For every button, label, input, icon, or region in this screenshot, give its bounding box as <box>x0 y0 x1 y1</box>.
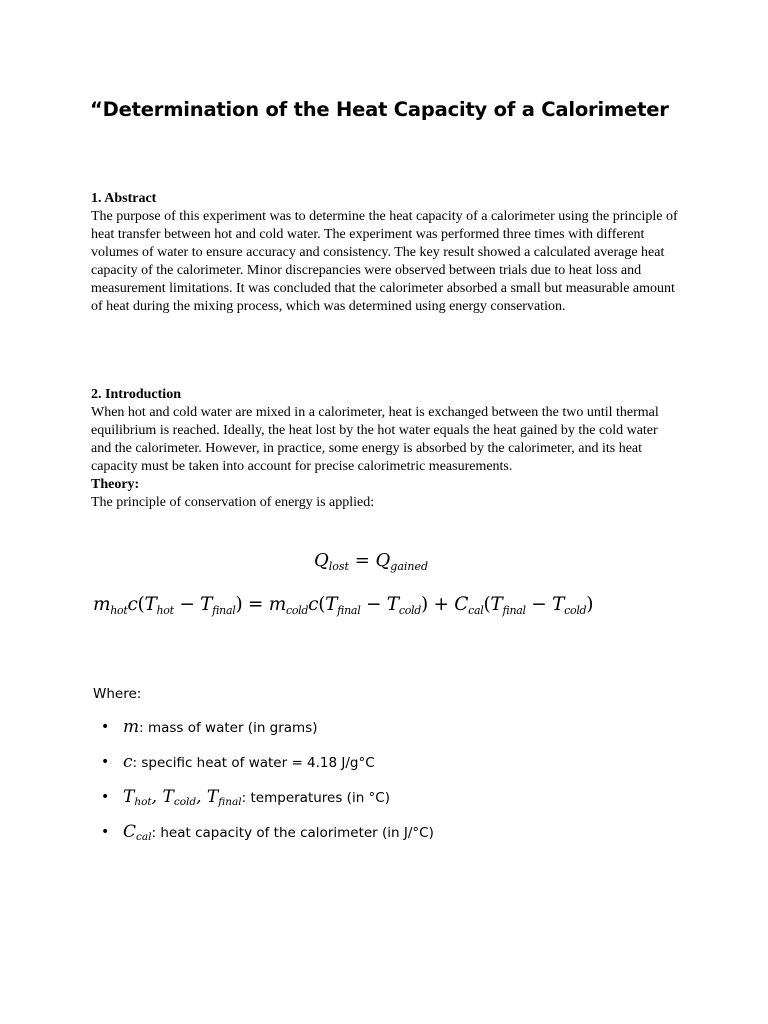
definition-mass <box>93 716 693 751</box>
definition-temperatures <box>93 786 693 821</box>
variable-definitions <box>93 686 693 856</box>
definition-text: : temperatures (in °C) <box>241 790 390 806</box>
definition-text: : heat capacity of the calorimeter (in J/°C) <box>151 825 434 841</box>
calorimetry-equation: $m_{hot}c(T_{hot} - T_{final}) = m_{cold}c(T_{final} - T_{cold}) + C_{cal}(T_{final} - T_{cold})$ <box>93 594 594 617</box>
theory-body: The principle of conservation of energy is applied: <box>91 495 375 510</box>
bullet-icon: • <box>101 789 110 805</box>
definition-heat-capacity <box>93 821 693 856</box>
definition-specific-heat <box>93 751 693 786</box>
bullet-icon: • <box>101 824 110 840</box>
theory-heading: Theory: <box>91 477 140 492</box>
document-title: “Determination of the Heat Capacity of a Calorimeter <box>90 98 669 121</box>
definition-text: : specific heat of water = 4.18 J/g°C <box>132 755 375 771</box>
symbol-mass: m <box>123 717 140 737</box>
abstract-heading: 1. Abstract <box>91 191 157 206</box>
symbol-heat-capacity: $C_{cal}$ <box>123 822 152 843</box>
symbol-temperatures: $T_{hot}$, $T_{cold}$, $T_{final}$ <box>123 787 242 808</box>
energy-balance-equation: $Q_{lost} = Q_{gained}$ <box>314 550 429 573</box>
definition-text: : mass of water (in grams) <box>139 720 318 736</box>
definition-list <box>93 716 693 856</box>
bullet-icon: • <box>101 719 110 735</box>
bullet-icon: • <box>101 754 110 770</box>
where-label: Where: <box>93 686 142 702</box>
introduction-section <box>91 386 681 512</box>
abstract-section <box>91 190 681 316</box>
abstract-body: The purpose of this experiment was to determine the heat capacity of a calorimeter using the principle of heat transfer between hot and cold water. The experiment was performed three times with different volumes of water to ensure accuracy and consistency. The key result showed a calculated average heat capacity of the calorimeter. Minor discrepancies were observed between trials due to heat loss and measurement limitations. It was concluded that the calorimeter absorbed a small but measurable amount of heat during the mixing process, which was determined using energy conservation. <box>91 209 678 314</box>
introduction-body: When hot and cold water are mixed in a calorimeter, heat is exchanged between the two until thermal equilibrium is reached. Ideally, the heat lost by the hot water equals the heat gained by the cold water and the calorimeter. However, in practice, some energy is absorbed by the calorimeter, and its heat capacity must be taken into account for precise calorimetric measurements. <box>91 405 659 474</box>
symbol-specific-heat: c <box>123 752 133 772</box>
introduction-heading: 2. Introduction <box>91 387 181 402</box>
